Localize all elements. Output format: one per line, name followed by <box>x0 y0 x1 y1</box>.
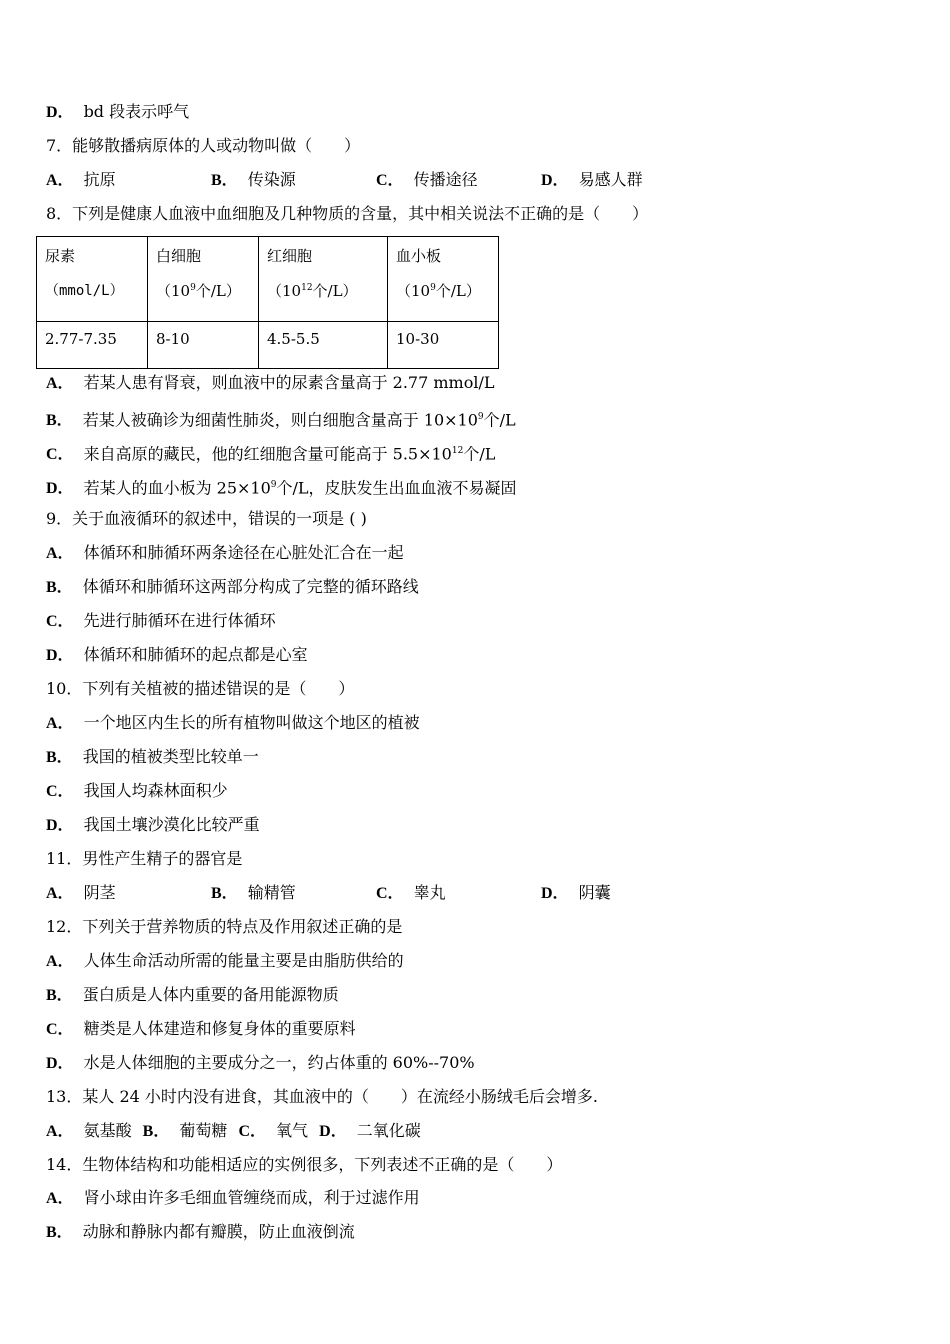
q13-option-d: D． 二氧化碳 <box>319 1121 421 1140</box>
table-cell-rbc: 4.5-5.5 <box>259 322 388 369</box>
q12-option-d: D． 水是人体细胞的主要成分之一，约占体重的 60%--70% <box>46 1053 475 1072</box>
q8-option-d: D． 若某人的血小板为 $25\times 10^9$个/L，皮肤发生出血血液不易凝固 <box>46 478 517 498</box>
q7-option-a: A． 抗原 <box>46 170 116 189</box>
blood-content-table <box>36 236 499 369</box>
q7-options <box>46 170 643 191</box>
q13-stem: 13．某人 24 小时内没有进食，其血液中的（ ）在流经小肠绒毛后会增多. <box>46 1087 598 1106</box>
table-header-rbc: 红细胞 （$10^{12}$个/L） <box>259 237 388 322</box>
q8-option-c: C． 来自高原的藏民，他的红细胞含量可能高于 $5.5\times 10^{12}$个/L <box>46 444 496 464</box>
q10-option-c: C． 我国人均森林面积少 <box>46 781 228 800</box>
q9-option-b: B． 体循环和肺循环这两部分构成了完整的循环路线 <box>46 577 419 596</box>
q9-option-a: A． 体循环和肺循环两条途径在心脏处汇合在一起 <box>46 543 404 562</box>
q14-option-b: B． 动脉和静脉内都有瓣膜，防止血液倒流 <box>46 1222 355 1241</box>
q9-option-d: D． 体循环和肺循环的起点都是心室 <box>46 645 308 664</box>
q11-stem: 11．男性产生精子的器官是 <box>46 849 243 868</box>
q8-option-a: A． 若某人患有肾衰，则血液中的尿素含量高于 2.77 mmol/L <box>46 373 495 392</box>
table-cell-platelet: 10-30 <box>388 322 499 369</box>
q9-option-c: C． 先进行肺循环在进行体循环 <box>46 611 276 630</box>
q12-option-b: B． 蛋白质是人体内重要的备用能源物质 <box>46 985 339 1004</box>
q11-option-c: C． 睾丸 <box>376 883 446 902</box>
q11-option-b: B． 输精管 <box>211 883 296 902</box>
q9-stem: 9．关于血液循环的叙述中，错误的一项是 ( ) <box>46 509 367 528</box>
q13-option-a: A． 氨基酸 <box>46 1121 132 1140</box>
q10-option-d: D． 我国土壤沙漠化比较严重 <box>46 815 260 834</box>
table-header-urea: 尿素 （mmol/L） <box>37 237 148 322</box>
q6-option-d: D． bd 段表示呼气 <box>46 102 190 121</box>
q13-option-b: B． 葡萄糖 <box>142 1121 228 1140</box>
q8-option-b: B． 若某人被确诊为细菌性肺炎，则白细胞含量高于 $10\times 10^9$个/L <box>46 410 516 430</box>
q11-option-a: A． 阴茎 <box>46 883 116 902</box>
q12-option-c: C． 糖类是人体建造和修复身体的重要原料 <box>46 1019 356 1038</box>
q13-option-c: C． 氧气 <box>238 1121 309 1140</box>
q11-option-d: D． 阴囊 <box>541 883 611 902</box>
q7-option-c: C． 传播途径 <box>376 170 478 189</box>
table-header-wbc: 白细胞 （$10^9$个/L） <box>148 237 259 322</box>
q10-stem: 10．下列有关植被的描述错误的是（ ） <box>46 679 355 698</box>
q14-stem: 14．生物体结构和功能相适应的实例很多，下列表述不正确的是（ ） <box>46 1155 563 1174</box>
q14-option-a: A． 肾小球由许多毛细血管缠绕而成，利于过滤作用 <box>46 1188 420 1207</box>
q7-stem: 7．能够散播病原体的人或动物叫做（ ） <box>46 136 361 155</box>
q12-stem: 12．下列关于营养物质的特点及作用叙述正确的是 <box>46 917 403 936</box>
q10-option-b: B． 我国的植被类型比较单一 <box>46 747 259 766</box>
q7-option-d: D． 易感人群 <box>541 170 643 189</box>
q7-option-b: B． 传染源 <box>211 170 296 189</box>
q11-options <box>46 883 611 904</box>
q10-option-a: A． 一个地区内生长的所有植物叫做这个地区的植被 <box>46 713 420 732</box>
q12-option-a: A． 人体生命活动所需的能量主要是由脂肪供给的 <box>46 951 404 970</box>
table-cell-wbc: 8-10 <box>148 322 259 369</box>
table-header-platelet: 血小板 （$10^9$个/L） <box>388 237 499 322</box>
q13-options <box>46 1121 421 1142</box>
q8-stem: 8．下列是健康人血液中血细胞及几种物质的含量，其中相关说法不正确的是（ ） <box>46 204 649 223</box>
table-cell-urea: 2.77-7.35 <box>37 322 148 369</box>
